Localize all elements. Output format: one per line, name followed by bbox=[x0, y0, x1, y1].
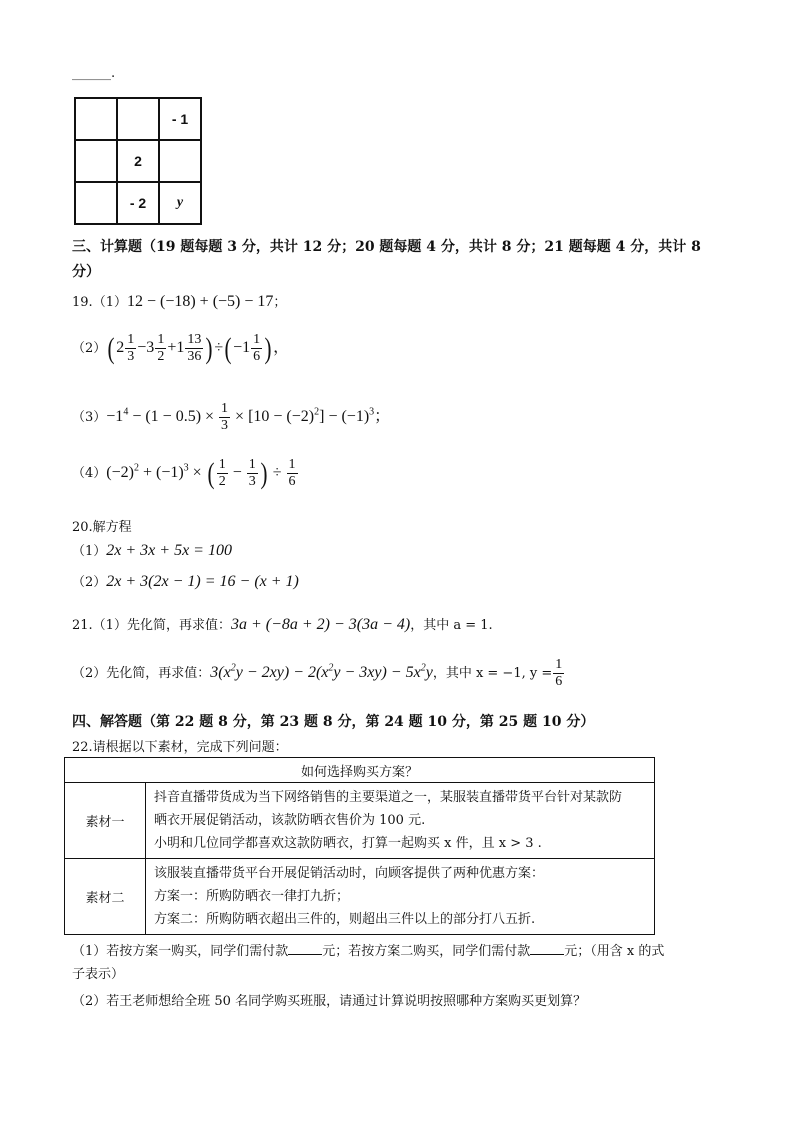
table-title: 如何选择购买方案？ bbox=[65, 758, 655, 783]
q19-part4: $(4)(-2)^2 + (-1)^3$ × ( $\frac{1}{2}$ − $\frac{1}{3}$ ) ÷ $\frac{1}{6}$ bbox=[72, 456, 296, 490]
material-content: 抖音直播带货成为当下网络销售的主要渠道之一，某服装直播带货平台针对某款防 晒衣开展促销活动，该款防晒衣售价为 100 元. 小明和几位同学都喜欢这款防晒衣，打算一起购买 x 件，且 x > 3 . bbox=[146, 783, 655, 859]
q22-sub1: （1）若按方案一购买，同学们需付款 元；若按方案二购买，同学们需付款 元；（用含 x 的式 bbox=[72, 944, 665, 959]
grid-cell: 2 bbox=[117, 140, 159, 182]
answer-blank-line: ______. bbox=[72, 66, 116, 81]
section-heading: 四、解答题（第 22 题 8 分，第 23 题 8 分，第 24 题 10 分，第 25 题 10 分） bbox=[72, 714, 595, 730]
material-label: 素材一 bbox=[65, 783, 146, 859]
material-label: 素材二 bbox=[65, 859, 146, 935]
grid-cell bbox=[75, 140, 117, 182]
q20-part2: （2）2x + 3(2x − 1) = 16 − (x + 1) bbox=[72, 573, 299, 590]
number-grid bbox=[74, 97, 202, 225]
q20-title: 20.解方程 bbox=[72, 520, 132, 535]
q21-part1: 21.（1）先化简，再求值：3a + (−8a + 2) − 3(3a − 4)，其中 a = 1. bbox=[72, 616, 493, 633]
q19-part3: $(3)-1^4 - (1 - 0.5)$ × $\frac{1}{3}$ × $[10 - (-2)^2] - (-1)^3$； bbox=[72, 401, 391, 433]
section-heading: 三、计算题（19 题每题 3 分，共计 12 分；20 题每题 4 分，共计 8 分；21 题每题 4 分，共计 8 bbox=[72, 239, 701, 255]
grid-cell bbox=[75, 98, 117, 140]
grid-cell: - 2 bbox=[117, 182, 159, 224]
grid-cell bbox=[159, 140, 201, 182]
section-heading-cont: 分） bbox=[72, 264, 100, 280]
q22-intro: 22.请根据以下素材，完成下列问题： bbox=[72, 740, 288, 755]
material-content: 该服装直播带货平台开展促销活动时，向顾客提供了两种优惠方案： 方案一：所购防晒衣一律打九折； 方案二：所购防晒衣超出三件的，则超出三件以上的部分打八五折. bbox=[146, 859, 655, 935]
grid-cell: - 1 bbox=[159, 98, 201, 140]
grid-cell bbox=[117, 98, 159, 140]
grid-cell: y bbox=[159, 182, 201, 224]
materials-table bbox=[64, 757, 655, 935]
q21-part2: （2）先化简，再求值：$3(x^2y - 2xy) - 2(x^2y - 3xy) - 5x^2y$，其中 x = −1, y = $\frac{1}{6}$ bbox=[72, 657, 563, 689]
q22-sub1-cont: 子表示） bbox=[72, 967, 125, 982]
q19-part2: （2）(2 $\frac{1}{3}$ −3 $\frac{1}{2}$ +1 $\frac{13}{36}$ )÷(−1 $\frac{1}{6}$ )， bbox=[72, 331, 290, 365]
grid-cell bbox=[75, 182, 117, 224]
q20-part1: （1）2x + 3x + 5x = 100 bbox=[72, 542, 232, 559]
q22-sub2: （2）若王老师想给全班 50 名同学购买班服，请通过计算说明按照哪种方案购买更划算？ bbox=[72, 994, 587, 1009]
q19-part1: 19.（1）12 − (−18) + (−5) − 17； bbox=[72, 293, 287, 310]
